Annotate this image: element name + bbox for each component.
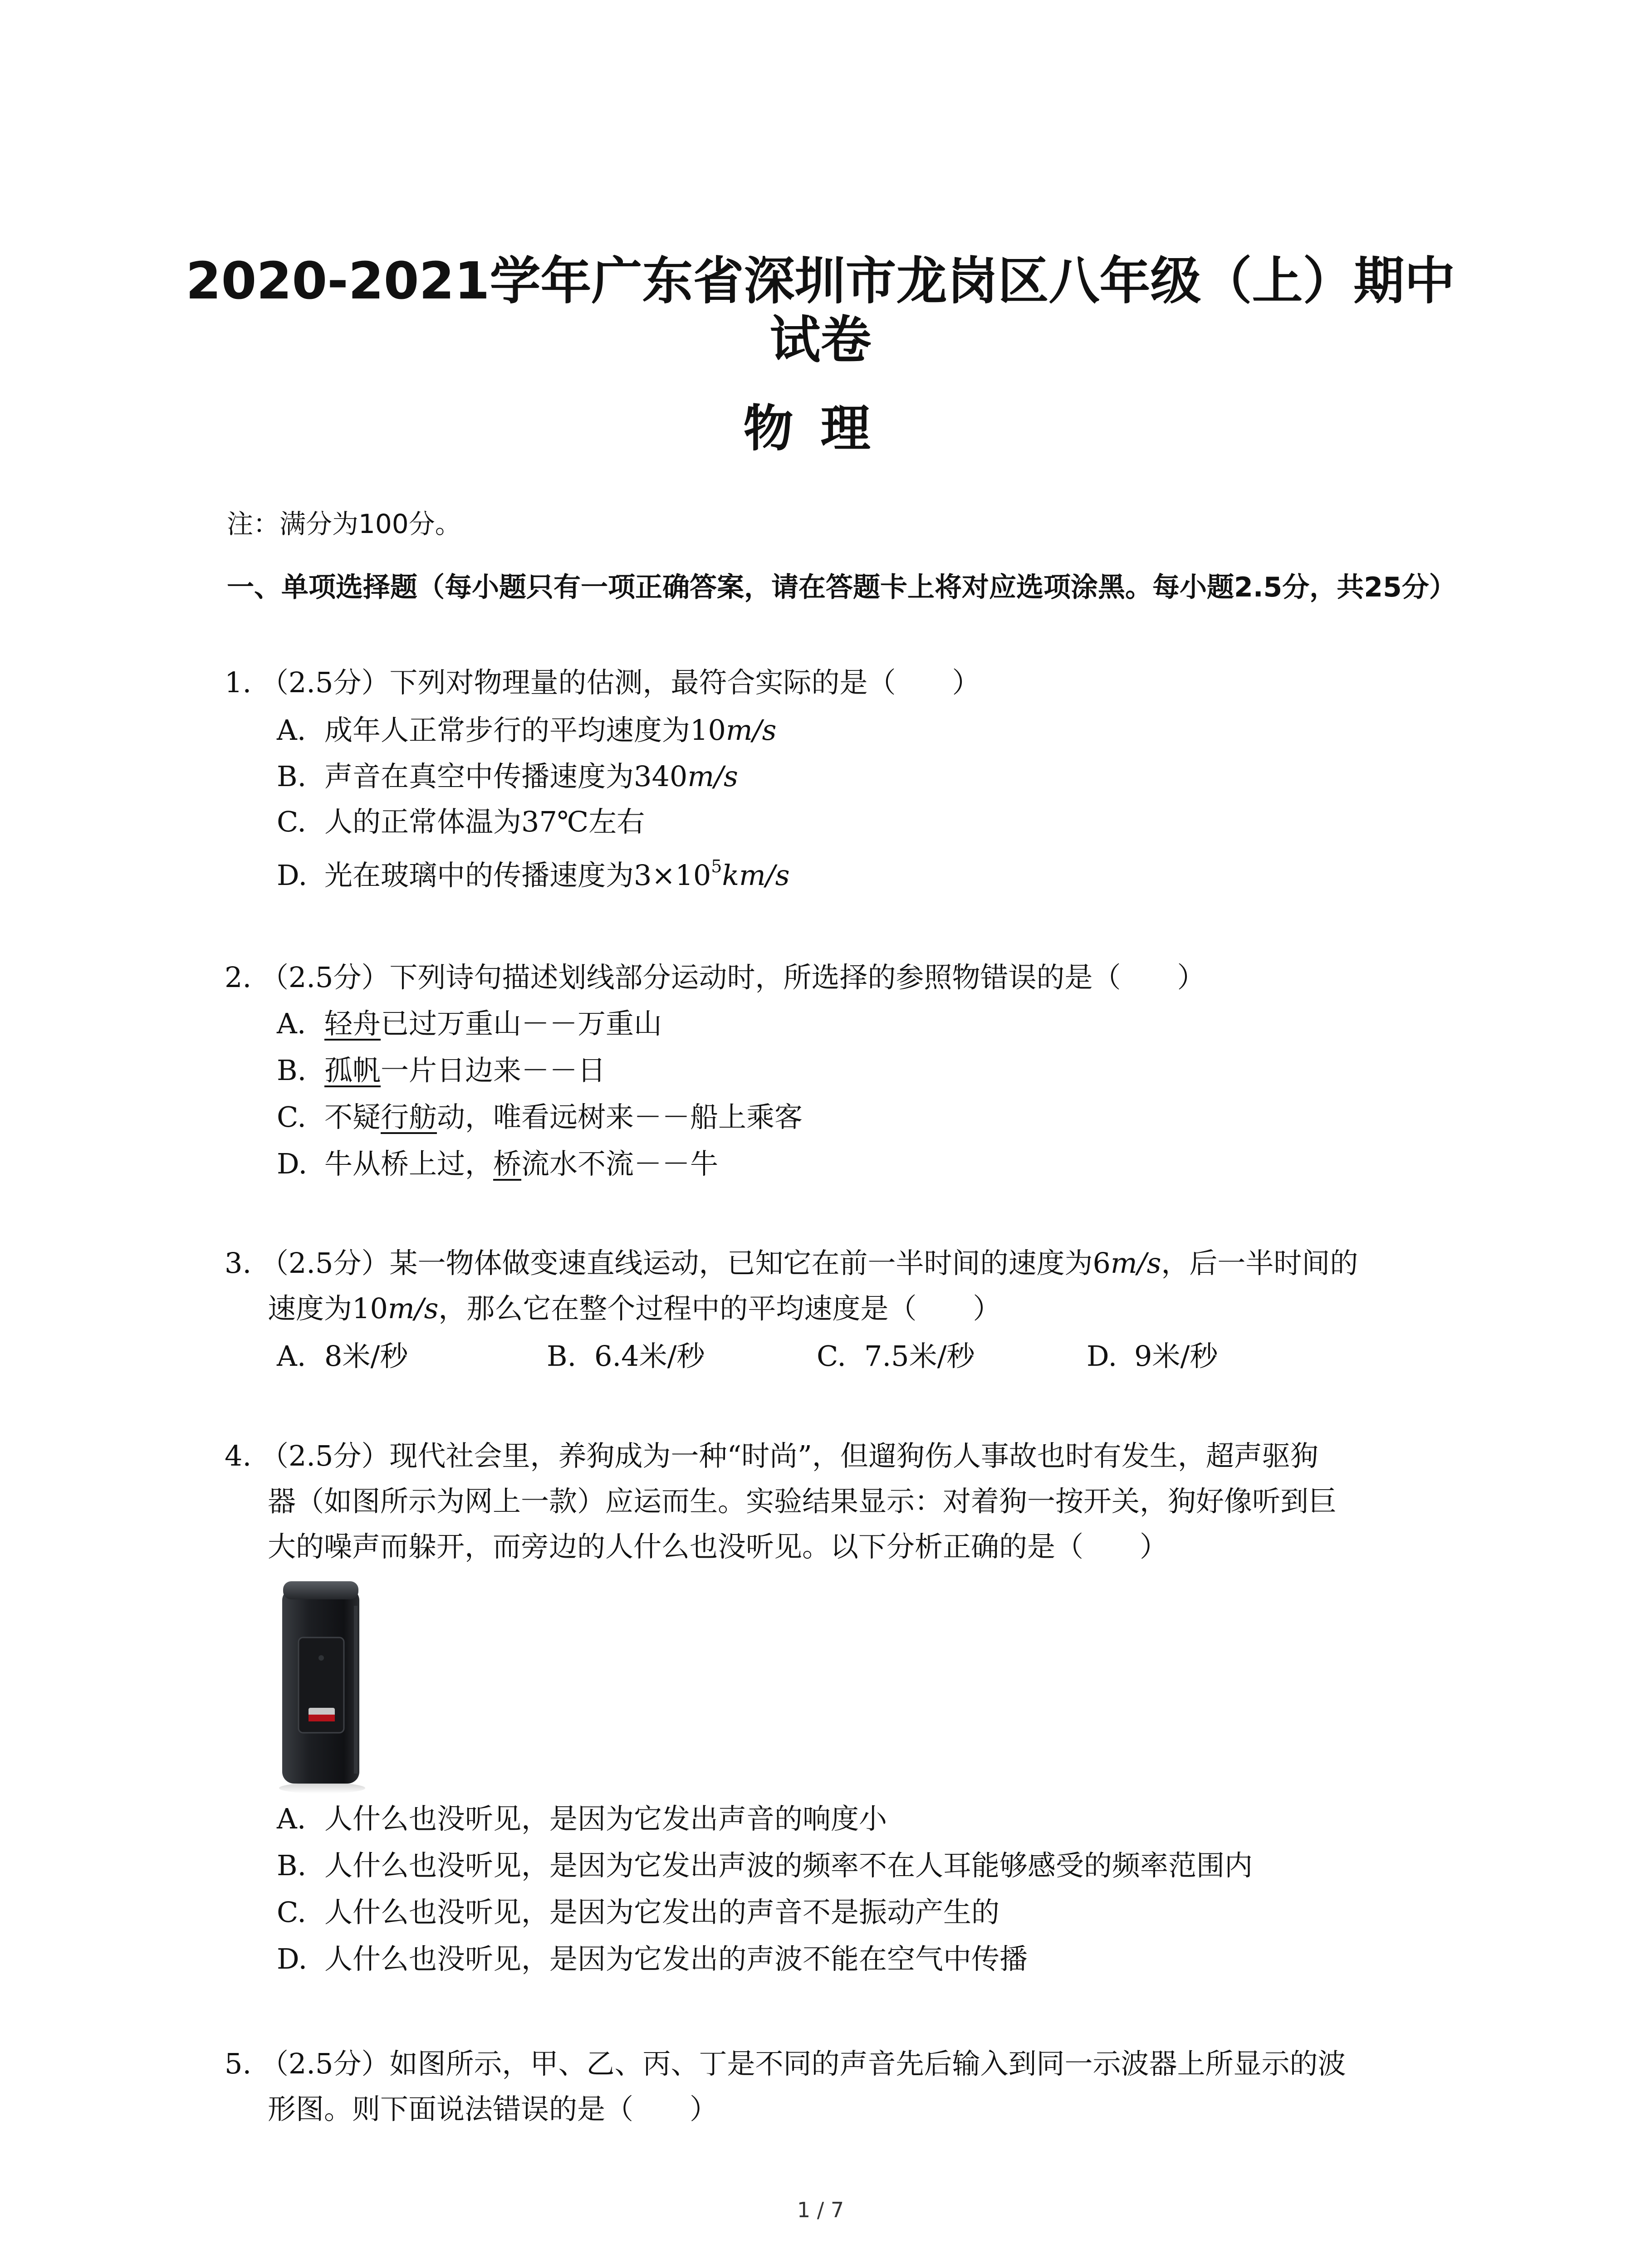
question-2	[225, 955, 1205, 1000]
title-line-2: 试卷	[769, 311, 872, 370]
question-3-option-a: A. 8米/秒	[277, 1339, 408, 1373]
score-note: 注：满分为100分。	[227, 508, 461, 539]
title-line-1: 2020-2021学年广东省深圳市龙岗区八年级（上）期中	[186, 252, 1455, 311]
question-4-stem-line-2: 器（如图所示为网上一款）应运而生。实验结果显示：对着狗一按开关，狗好像听到巨	[268, 1485, 1337, 1518]
exam-title	[0, 252, 1641, 370]
question-1-option-d: D. 光在玻璃中的传播速度为$3\times 10^5km/s$	[277, 856, 790, 892]
question-1-option-c: C. 人的正常体温为37℃左右	[277, 805, 645, 838]
question-1	[225, 660, 980, 705]
question-1-stem: 1. （2.5分）下列对物理量的估测，最符合实际的是（ ）	[225, 666, 980, 699]
question-5	[225, 2041, 1346, 2132]
ultrasonic-dog-repeller-image	[272, 1579, 367, 1796]
question-2-option-c: C. 不疑行舫动，唯看远树来－－船上乘客	[277, 1100, 803, 1134]
section-heading: 一、单项选择题（每小题只有一项正确答案，请在答题卡上将对应选项涂黑。每小题2.5分，共25分）	[227, 572, 1456, 603]
question-2-option-a: A. 轻舟已过万重山－－万重山	[277, 1007, 662, 1040]
question-3-stem-line-1: 3. （2.5分）某一物体做变速直线运动，已知它在前一半时间的速度为6m/s，后一半时间的	[225, 1246, 1358, 1280]
question-1-option-a: A. 成年人正常步行的平均速度为10m/s	[277, 714, 777, 747]
question-4-option-a: A. 人什么也没听见，是因为它发出声音的响度小	[277, 1802, 887, 1835]
question-4-option-d: D. 人什么也没听见，是因为它发出的声波不能在空气中传播	[277, 1942, 1028, 1975]
question-3	[225, 1241, 1358, 1331]
question-2-stem: 2. （2.5分）下列诗句描述划线部分运动时，所选择的参照物错误的是（ ）	[225, 961, 1205, 994]
question-3-options	[277, 1334, 1456, 1379]
page-number: 1 / 7	[797, 2198, 844, 2222]
question-3-option-d: D. 9米/秒	[1087, 1339, 1218, 1373]
question-2-option-b: B. 孤帆一片日边来－－日	[277, 1054, 606, 1087]
question-3-stem-line-2: 速度为10m/s，那么它在整个过程中的平均速度是（ ）	[268, 1292, 1001, 1325]
question-1-option-b: B. 声音在真空中传播速度为340m/s	[277, 760, 738, 793]
question-4	[225, 1433, 1337, 1569]
question-5-stem-line-1: 5. （2.5分）如图所示，甲、乙、丙、丁是不同的声音先后输入到同一示波器上所显示的波	[225, 2047, 1346, 2080]
question-3-option-b: B. 6.4米/秒	[547, 1339, 705, 1373]
question-4-option-b: B. 人什么也没听见，是因为它发出声波的频率不在人耳能够感受的频率范围内	[277, 1849, 1253, 1882]
question-4-option-c: C. 人什么也没听见，是因为它发出的声音不是振动产生的	[277, 1896, 1000, 1929]
question-2-option-d: D. 牛从桥上过，桥流水不流－－牛	[277, 1147, 719, 1180]
subject-heading: 物理	[743, 400, 898, 458]
question-3-option-c: C. 7.5米/秒	[817, 1339, 975, 1373]
question-5-stem-line-2: 形图。则下面说法错误的是（ ）	[268, 2092, 718, 2126]
question-4-stem-line-1: 4. （2.5分）现代社会里，养狗成为一种“时尚”，但遛狗伤人事故也时有发生，超声驱狗	[225, 1439, 1318, 1472]
question-4-stem-line-3: 大的噪声而躲开，而旁边的人什么也没听见。以下分析正确的是（ ）	[268, 1530, 1168, 1563]
